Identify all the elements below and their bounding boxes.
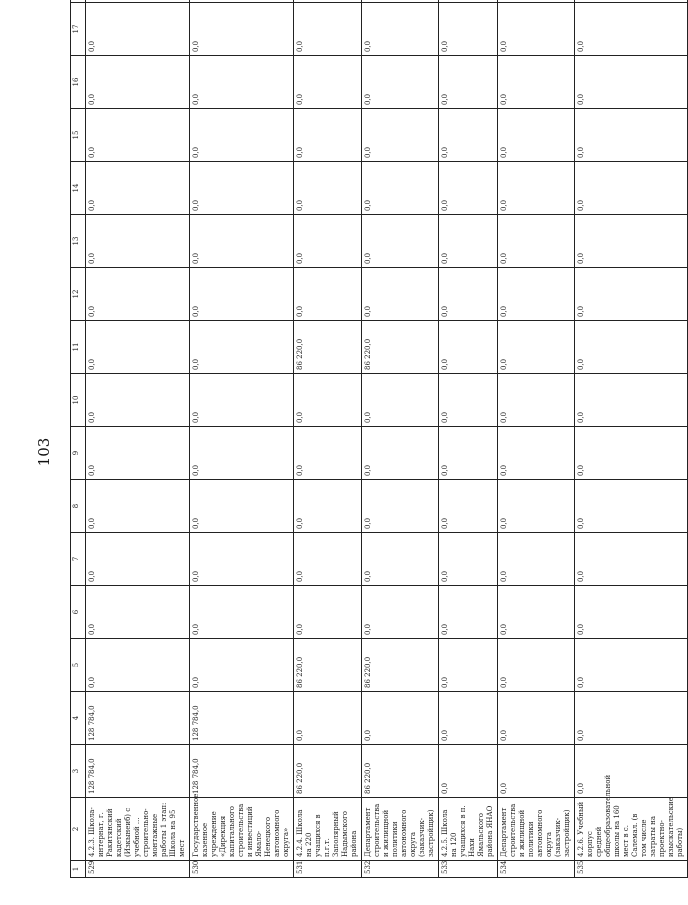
header-cell: 12 (71, 268, 86, 321)
header-cell: 5 (71, 639, 86, 692)
value-cell: 0,0 (86, 268, 190, 321)
value-cell: 128 784,0 (190, 692, 294, 745)
value-cell: 86 220,0 (362, 321, 439, 374)
value-cell: 0,0 (190, 427, 294, 480)
value-cell: 0,0 (86, 215, 190, 268)
description-cell (362, 798, 439, 861)
value-cell (190, 0, 294, 3)
row-number-cell: 531 (294, 861, 362, 878)
value-cell: 0,0 (575, 215, 688, 268)
value-cell (86, 0, 190, 3)
value-cell: 0,0 (294, 374, 362, 427)
value-cell: 0,0 (294, 215, 362, 268)
value-cell: 0,0 (575, 427, 688, 480)
value-cell: 0,0 (498, 692, 575, 745)
header-cell: 11 (71, 321, 86, 374)
row-number-cell: 533 (439, 861, 498, 878)
value-cell: 0,0 (190, 374, 294, 427)
header-cell: 14 (71, 162, 86, 215)
header-cell: 2 (71, 798, 86, 861)
value-cell: 0,0 (439, 215, 498, 268)
value-cell: 0,0 (294, 109, 362, 162)
value-cell: 0,0 (575, 162, 688, 215)
value-cell (362, 0, 439, 3)
value-cell: 0,0 (498, 639, 575, 692)
budget-table (70, 0, 688, 878)
value-cell: 0,0 (498, 56, 575, 109)
table-row (439, 0, 498, 878)
value-cell: 0,0 (190, 215, 294, 268)
value-cell: 0,0 (575, 533, 688, 586)
description-text: 4.2.4. Школа на 220 учащихся в п.г.т. Заполярный Надымского района (296, 809, 358, 857)
header-cell: 17 (71, 3, 86, 56)
value-cell: 0,0 (362, 533, 439, 586)
table-row (362, 0, 439, 878)
value-cell: 0,0 (575, 374, 688, 427)
value-cell: 0,0 (86, 56, 190, 109)
value-cell (575, 0, 688, 3)
value-cell: 0,0 (362, 109, 439, 162)
value-cell: 0,0 (439, 745, 498, 798)
value-cell: 0,0 (439, 162, 498, 215)
header-cell: 1 (71, 861, 86, 878)
value-cell: 0,0 (86, 533, 190, 586)
value-cell: 0,0 (294, 692, 362, 745)
value-cell: 0,0 (439, 3, 498, 56)
value-cell: 0,0 (294, 586, 362, 639)
description-cell (294, 798, 362, 861)
value-cell: 0,0 (362, 56, 439, 109)
value-cell: 0,0 (294, 56, 362, 109)
header-cell: 9 (71, 427, 86, 480)
header-cell: 3 (71, 745, 86, 798)
value-cell: 128 784,0 (190, 745, 294, 798)
value-cell: 0,0 (190, 533, 294, 586)
header-cell: 8 (71, 480, 86, 533)
value-cell: 0,0 (86, 3, 190, 56)
description-cell (439, 798, 498, 861)
description-cell (86, 798, 190, 861)
value-cell: 0,0 (86, 586, 190, 639)
value-cell: 0,0 (294, 533, 362, 586)
value-cell: 0,0 (86, 109, 190, 162)
value-cell: 128 784,0 (86, 745, 190, 798)
value-cell: 0,0 (575, 268, 688, 321)
value-cell: 0,0 (575, 480, 688, 533)
value-cell: 0,0 (575, 586, 688, 639)
table-row (294, 0, 362, 878)
header-cell (71, 0, 86, 3)
value-cell: 0,0 (86, 321, 190, 374)
table-wrapper (70, 20, 684, 878)
header-cell: 13 (71, 215, 86, 268)
header-cell: 6 (71, 586, 86, 639)
table-row (190, 0, 294, 878)
value-cell: 0,0 (190, 56, 294, 109)
value-cell: 0,0 (362, 162, 439, 215)
value-cell: 0,0 (190, 3, 294, 56)
value-cell: 0,0 (362, 586, 439, 639)
value-cell: 0,0 (86, 639, 190, 692)
description-text: Департамент строительства и жилищной политики автономного округа (заказчик-застройщик) (500, 803, 571, 857)
row-number-cell: 529 (86, 861, 190, 878)
header-cell: 10 (71, 374, 86, 427)
value-cell: 128 784,0 (86, 692, 190, 745)
value-cell: 0,0 (362, 268, 439, 321)
header-cell: 7 (71, 533, 86, 586)
value-cell: 0,0 (190, 321, 294, 374)
value-cell: 0,0 (190, 639, 294, 692)
value-cell: 86 220,0 (294, 639, 362, 692)
value-cell: 86 220,0 (294, 321, 362, 374)
value-cell: 0,0 (498, 586, 575, 639)
value-cell: 0,0 (575, 745, 688, 798)
value-cell: 0,0 (190, 480, 294, 533)
value-cell: 0,0 (190, 109, 294, 162)
description-text: Государственное казенное учреждение «Дирекция капитального строительства и инвестиций Ямало-Ненецкого автономного округа» (192, 793, 290, 857)
value-cell: 0,0 (439, 480, 498, 533)
value-cell: 0,0 (294, 162, 362, 215)
value-cell: 0,0 (86, 427, 190, 480)
table-row (575, 0, 688, 878)
header-cell: 4 (71, 692, 86, 745)
description-cell (498, 798, 575, 861)
table-header (71, 0, 86, 878)
header-row (71, 0, 86, 878)
value-cell: 0,0 (190, 162, 294, 215)
value-cell (498, 0, 575, 3)
value-cell: 0,0 (439, 427, 498, 480)
description-text: 4.2.5. Школа на 120 учащихся в п. Нахи Ямальского района ЯНАО (441, 805, 494, 857)
value-cell: 0,0 (294, 427, 362, 480)
value-cell: 0,0 (575, 321, 688, 374)
header-cell: 16 (71, 56, 86, 109)
value-cell (294, 0, 362, 3)
value-cell: 0,0 (362, 3, 439, 56)
description-cell (190, 793, 294, 861)
value-cell: 0,0 (362, 374, 439, 427)
value-cell: 0,0 (498, 374, 575, 427)
value-cell: 0,0 (439, 533, 498, 586)
page-number: 103 (35, 437, 53, 467)
value-cell: 0,0 (439, 639, 498, 692)
value-cell: 0,0 (190, 268, 294, 321)
value-cell (439, 0, 498, 3)
value-cell: 0,0 (294, 480, 362, 533)
value-cell: 0,0 (190, 586, 294, 639)
value-cell: 0,0 (498, 109, 575, 162)
table-row (498, 0, 575, 878)
value-cell: 0,0 (575, 56, 688, 109)
value-cell: 0,0 (439, 692, 498, 745)
value-cell: 0,0 (86, 162, 190, 215)
row-number-cell: 534 (498, 861, 575, 878)
value-cell: 0,0 (439, 374, 498, 427)
value-cell: 0,0 (498, 480, 575, 533)
value-cell: 0,0 (498, 427, 575, 480)
value-cell: 0,0 (86, 480, 190, 533)
value-cell: 0,0 (294, 268, 362, 321)
value-cell: 0,0 (439, 109, 498, 162)
table-row (86, 0, 190, 878)
value-cell: 0,0 (86, 374, 190, 427)
row-number-cell: 535 (575, 861, 688, 878)
description-text: 4.2.6. Учебный корпус средней общеобразовательной школы на 160 мест в с. Салемал. (в том числе затраты на проектно-изыскательские работы) (577, 774, 684, 857)
value-cell: 0,0 (294, 3, 362, 56)
value-cell: 0,0 (498, 268, 575, 321)
value-cell: 0,0 (362, 480, 439, 533)
value-cell: 86 220,0 (294, 745, 362, 798)
row-number-cell: 532 (362, 861, 439, 878)
description-text: 4.2.3. Школа-интернат, г. Ракитянский кадетский (Изкынеиб) с учебной ... строительно-монтажные работы 1 этап: Школа на 95 мест (88, 802, 186, 857)
value-cell: 0,0 (498, 215, 575, 268)
value-cell: 86 220,0 (362, 639, 439, 692)
value-cell: 0,0 (362, 692, 439, 745)
value-cell: 0,0 (498, 162, 575, 215)
value-cell: 0,0 (575, 692, 688, 745)
value-cell: 0,0 (498, 321, 575, 374)
value-cell: 0,0 (498, 3, 575, 56)
value-cell: 0,0 (575, 639, 688, 692)
value-cell: 0,0 (498, 745, 575, 798)
value-cell: 86 220,0 (362, 745, 439, 798)
rotated-sheet (70, 20, 684, 878)
value-cell: 0,0 (439, 56, 498, 109)
description-text: Департамент строительства и жилищной политики автономного округа (заказчик-застройщик) (364, 803, 435, 857)
value-cell: 0,0 (498, 533, 575, 586)
value-cell: 0,0 (362, 215, 439, 268)
table-body (86, 0, 688, 878)
value-cell: 0,0 (575, 109, 688, 162)
value-cell: 0,0 (575, 3, 688, 56)
row-number-cell: 530 (190, 861, 294, 878)
value-cell: 0,0 (439, 321, 498, 374)
value-cell: 0,0 (439, 586, 498, 639)
value-cell: 0,0 (439, 268, 498, 321)
header-cell: 15 (71, 109, 86, 162)
value-cell: 0,0 (362, 427, 439, 480)
